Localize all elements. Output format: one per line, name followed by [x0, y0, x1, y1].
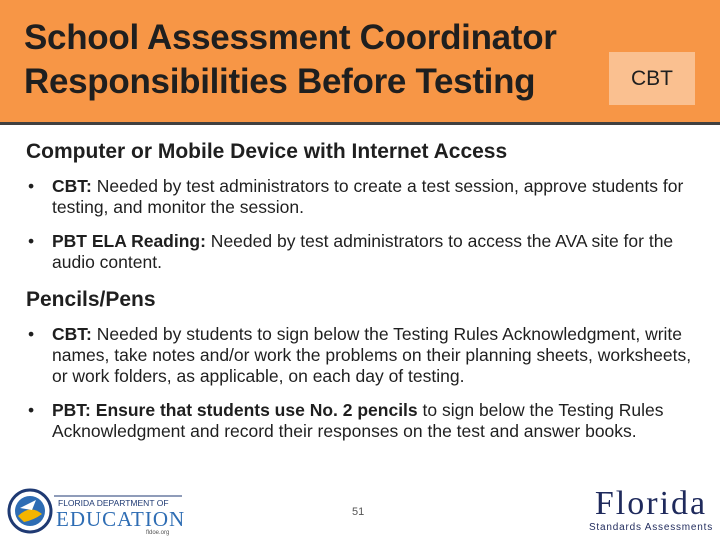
title-band — [0, 0, 720, 125]
item-label: CBT: — [52, 176, 92, 196]
page-number: 51 — [352, 506, 365, 518]
title-line-1: School Assessment Coordinator — [24, 18, 557, 57]
section-heading: Pencils/Pens — [26, 288, 156, 311]
fsa-logo — [586, 486, 716, 536]
slide-title — [24, 16, 594, 104]
title-line-2: Responsibilities Before Testing — [24, 62, 536, 101]
slide-content — [26, 138, 706, 455]
item-text: Needed by test administrators to create a test session, approve students for testing, and monitor the session. — [52, 176, 684, 217]
slide-footer — [0, 480, 720, 540]
section-internet-access — [26, 138, 706, 273]
bullet-list — [26, 176, 706, 273]
fldoe-seal-icon — [6, 486, 186, 536]
bullet-list — [26, 324, 706, 442]
list-item — [26, 400, 706, 442]
fldoe-logo — [6, 486, 186, 536]
list-item — [26, 324, 706, 387]
fsa-subtitle: Standards Assessments — [588, 522, 714, 533]
section-heading: Computer or Mobile Device with Internet Access — [26, 140, 508, 163]
fldoe-line2: EDUCATION — [56, 507, 186, 531]
fldoe-line3: fldoe.org — [146, 530, 170, 536]
item-text: Needed by test administrators to access the AVA site for the audio content. — [52, 231, 674, 272]
list-item — [26, 176, 706, 218]
item-bold-text: Ensure that students use No. 2 pencils — [95, 400, 418, 420]
item-label: PBT ELA Reading: — [52, 231, 206, 251]
item-text: to sign below the Testing Rules Acknowledgment and record their responses on the test and answer books. — [52, 400, 664, 441]
fldoe-line1: FLORIDA DEPARTMENT OF — [58, 498, 169, 508]
list-item — [26, 231, 706, 273]
section-pencils-pens — [26, 286, 706, 442]
fsa-wordmark: Florida — [594, 485, 708, 522]
cbt-badge: CBT — [609, 52, 695, 105]
item-label: CBT: — [52, 324, 92, 344]
item-text: Needed by students to sign below the Testing Rules Acknowledgment, write names, take notes and/or work the problems on their planning sheets, worksheets, or work folders, as applicable, on each day of testing. — [52, 324, 692, 386]
item-label: PBT: — [52, 400, 91, 420]
